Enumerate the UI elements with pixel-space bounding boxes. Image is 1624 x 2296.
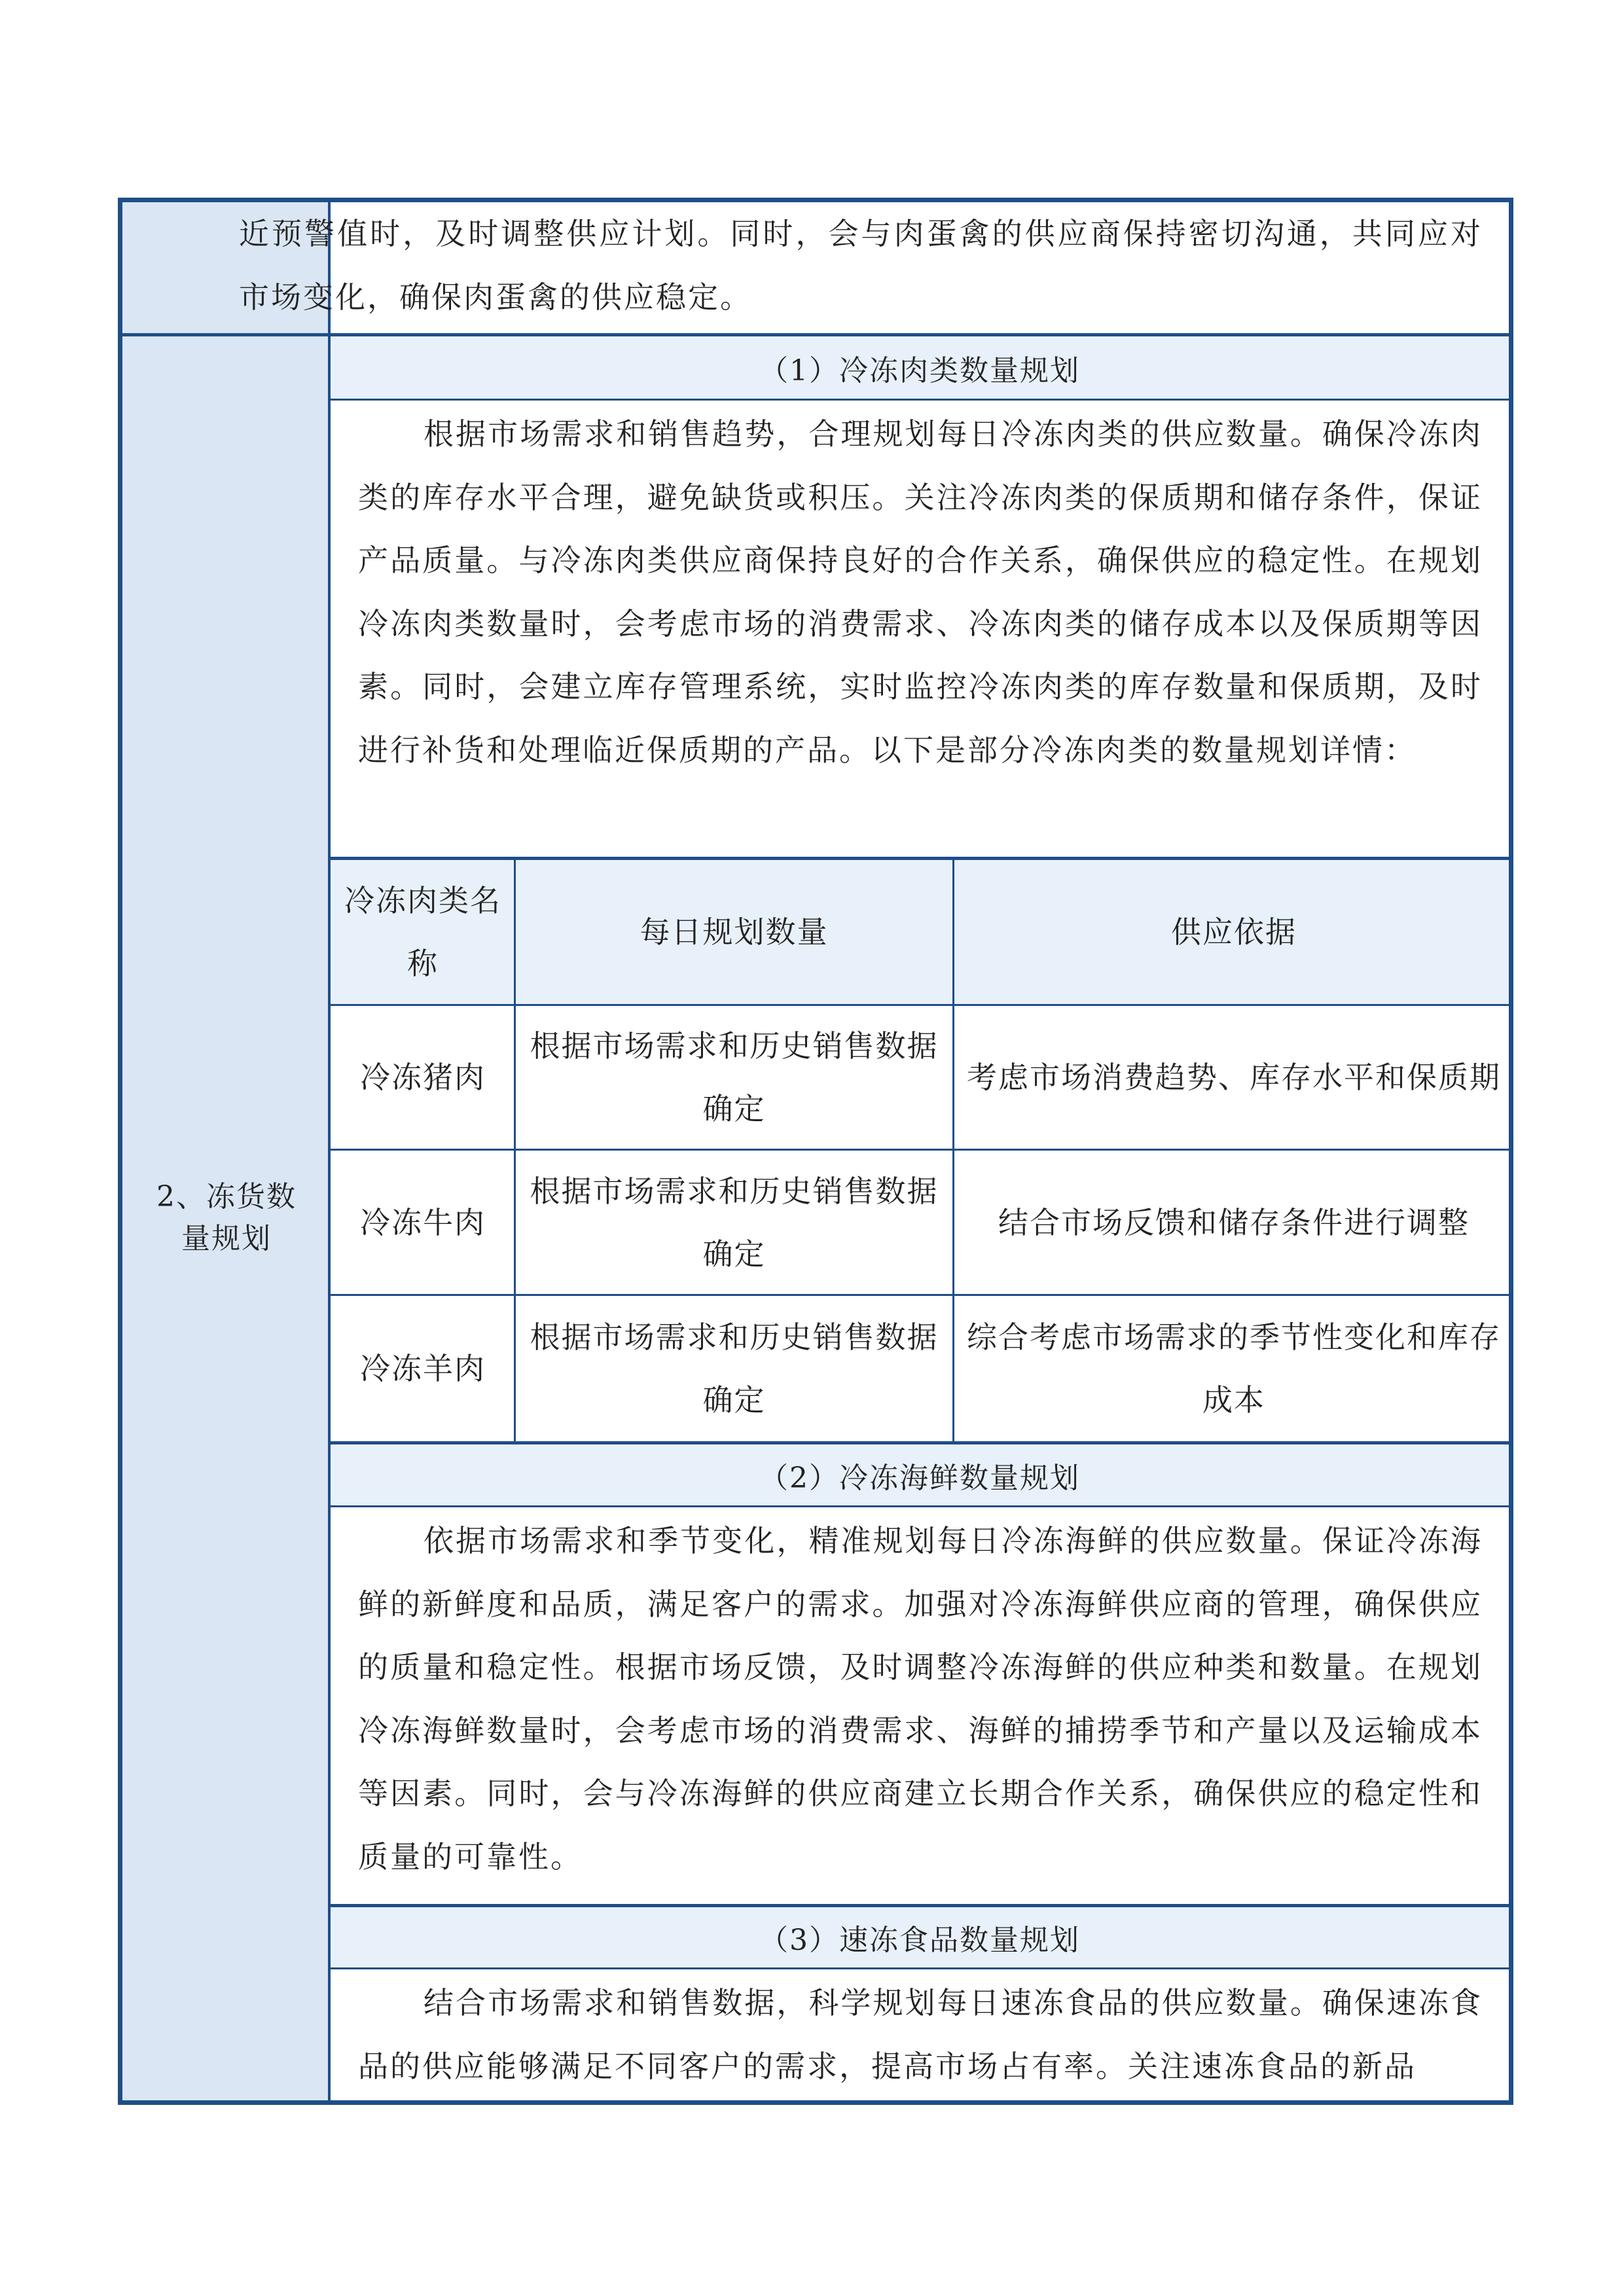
heading-divider [331,1505,1509,1507]
heading-divider [331,399,1509,401]
table-header-quantity: 每日规划数量 [640,914,829,950]
heading-divider [331,1967,1509,1969]
section-label [122,1176,331,1260]
table-cell-name: 冷冻牛肉 [360,1204,486,1240]
table-cell-quantity: 根据市场需求和历史销售数据确定 [530,1319,939,1418]
table-cell-name: 冷冻羊肉 [360,1351,486,1386]
subsection-paragraph-3: 结合市场需求和销售数据，科学规划每日速冻食品的供应数量。确保速冻食品的供应能够满足不同客户的需求，提高市场占有率。关注速冻食品的新品 [358,1985,1483,2084]
table-header-basis: 供应依据 [1171,914,1297,950]
continued-paragraph: 近预警值时，及时调整供应计划。同时，会与肉蛋禽的供应商保持密切沟通，共同应对市场变化，确保肉蛋禽的供应稳定。 [239,216,1483,315]
section-label-line2: 量规划 [181,1222,272,1255]
table-cell-quantity: 根据市场需求和历史销售数据确定 [530,1028,939,1126]
table-cell-basis: 考虑市场消费趋势、库存水平和保质期 [967,1060,1501,1095]
subsection-paragraph-1: 根据市场需求和销售趋势，合理规划每日冷冻肉类的供应数量。确保冷冻肉类的库存水平合理，避免缺货或积压。关注冷冻肉类的保质期和储存条件，保证产品质量。与冷冻肉类供应商保持良好的合作关系，确保供应的稳定性。在规划冷冻肉类数量时，会考虑市场的消费需求、冷冻肉类的储存成本以及保质期等因素。同时，会建立库存管理系统，实时监控冷冻肉类的库存数量和保质期，及时进行补货和处理临近保质期的产品。以下是部分冷冻肉类的数量规划详情： [358,416,1483,768]
table-cell-quantity: 根据市场需求和历史销售数据确定 [530,1173,939,1272]
table-cell-name: 冷冻猪肉 [360,1060,486,1095]
planning-table [118,198,1513,2105]
table-cell-basis: 结合市场反馈和储存条件进行调整 [998,1204,1470,1240]
subsection-heading-2: （2）冷冻海鲜数量规划 [331,1444,1509,1505]
subsection-heading-3: （3）速冻食品数量规划 [331,1907,1509,1967]
table-header-name: 冷冻肉类名称 [344,883,501,981]
section-label-line1: 2、冻货数 [156,1180,297,1213]
subsection-paragraph-2: 依据市场需求和季节变化，精准规划每日冷冻海鲜的供应数量。保证冷冻海鲜的新鲜度和品质，满足客户的需求。加强对冷冻海鲜供应商的管理，确保供应的质量和稳定性。根据市场反馈，及时调整冷冻海鲜的供应种类和数量。在规划冷冻海鲜数量时，会考虑市场的消费需求、海鲜的捕捞季节和产量以及运输成本等因素。同时，会与冷冻海鲜的供应商建立长期合作关系，确保供应的稳定性和质量的可靠性。 [358,1523,1483,1874]
subsection-heading-1: （1）冷冻肉类数量规划 [331,336,1509,399]
table-cell-basis: 综合考虑市场需求的季节性变化和库存成本 [967,1319,1501,1418]
